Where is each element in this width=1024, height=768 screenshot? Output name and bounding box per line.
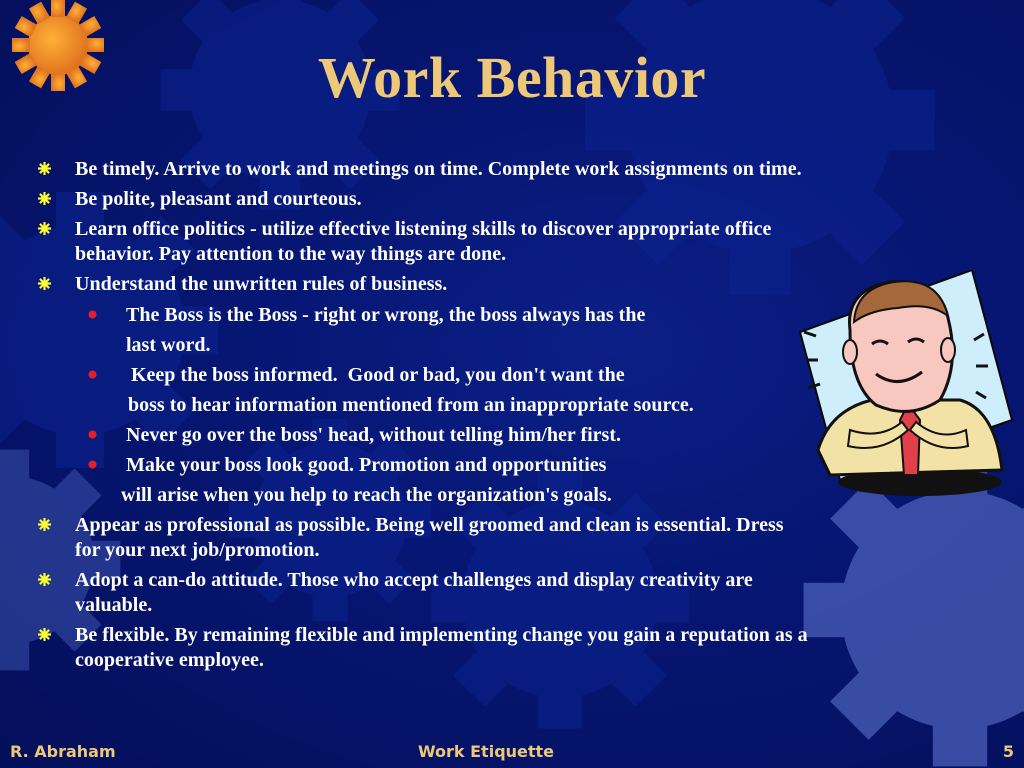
footer-page-number: 5 xyxy=(1002,742,1014,761)
bullet-text-line-1: Learn office politics - utilize effective listening skills to discover appropriate office xyxy=(75,218,772,240)
sub-bullet-text-line-2: will arise when you help to reach the organization's goals. xyxy=(121,484,612,506)
bullet-item xyxy=(38,623,998,673)
bullet-text: Be polite, pleasant and courteous. xyxy=(75,188,362,210)
yellow-burst-bullet-icon xyxy=(38,162,51,175)
bullet-item xyxy=(38,217,998,267)
bullet-item xyxy=(38,513,998,563)
sub-bullet-text-line-2: last word. xyxy=(126,334,211,356)
slide-title: Work Behavior xyxy=(317,45,707,110)
bullet-text-line-2: behavior. Pay attention to the way things are done. xyxy=(75,243,507,265)
bullet-text-line-1: Adopt a can-do attitude. Those who accept challenges and display creativity are xyxy=(75,569,753,591)
red-dot-bullet-icon xyxy=(88,370,97,379)
bullet-item xyxy=(38,187,998,212)
bullet-text-line-1: Be flexible. By remaining flexible and implementing change you gain a reputation as a xyxy=(75,624,808,646)
bullet-item xyxy=(38,568,998,618)
bullet-text-line-2: for your next job/promotion. xyxy=(75,539,320,561)
bullet-text: Be timely. Arrive to work and meetings on time. Complete work assignments on time. xyxy=(75,158,802,180)
bullet-text: Understand the unwritten rules of business. xyxy=(75,273,448,295)
sub-bullet-text-line-1: Make your boss look good. Promotion and opportunities xyxy=(126,454,607,476)
footer-topic: Work Etiquette xyxy=(417,742,555,761)
yellow-burst-bullet-icon xyxy=(38,277,51,290)
yellow-burst-bullet-icon xyxy=(38,573,51,586)
yellow-burst-bullet-icon xyxy=(38,518,51,531)
bullet-item xyxy=(38,157,998,182)
yellow-burst-bullet-icon xyxy=(38,192,51,205)
footer-author: R. Abraham xyxy=(10,742,116,761)
yellow-burst-bullet-icon xyxy=(38,628,51,641)
red-dot-bullet-icon xyxy=(88,460,97,469)
sub-bullet-text-line-1: The Boss is the Boss - right or wrong, the boss always has the xyxy=(126,304,646,326)
sub-bullet-text-line-1: Keep the boss informed. Good or bad, you don't want the xyxy=(126,364,625,386)
sub-bullet-text-line-1: Never go over the boss' head, without telling him/her first. xyxy=(126,424,621,446)
sub-bullet-text-line-2: boss to hear information mentioned from an inappropriate source. xyxy=(128,394,694,416)
bullet-text-line-2: cooperative employee. xyxy=(75,649,264,671)
slide-footer xyxy=(0,740,1024,764)
red-dot-bullet-icon xyxy=(88,310,97,319)
yellow-burst-bullet-icon xyxy=(38,222,51,235)
red-dot-bullet-icon xyxy=(88,430,97,439)
bullet-text-line-2: valuable. xyxy=(75,594,153,616)
smiling-businessman-clipart xyxy=(790,270,1015,500)
bullet-text-line-1: Appear as professional as possible. Being well groomed and clean is essential. Dress xyxy=(75,514,784,536)
